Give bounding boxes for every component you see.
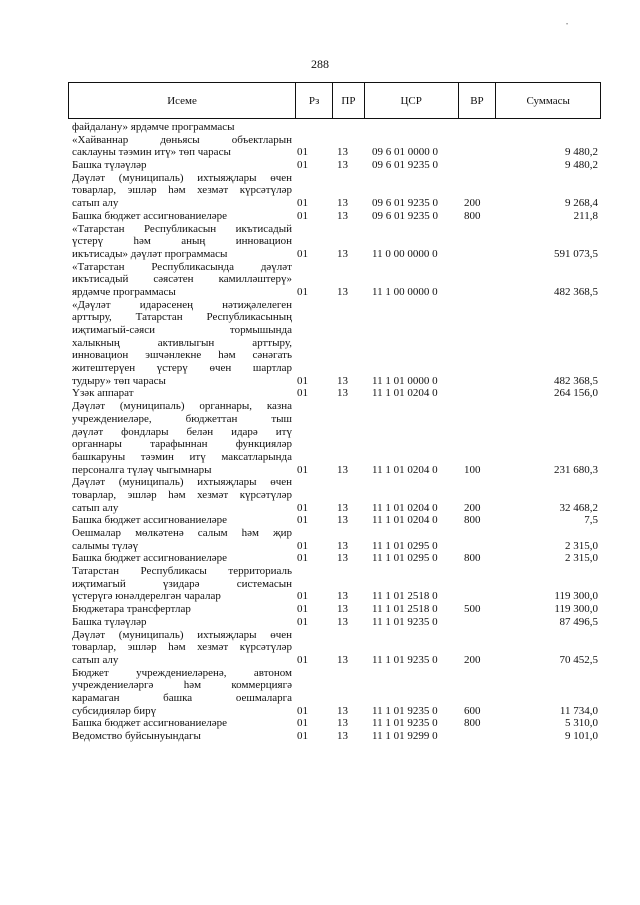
row-sum: 482 368,5 [554, 374, 598, 387]
row-pr: 13 [337, 539, 348, 552]
row-name-line: субсидияләр бирү [72, 704, 157, 717]
row-name-line: «Татарстан Республикасында дәүләт [72, 260, 292, 273]
column-header-rz: Рз [296, 83, 333, 118]
row-sum: 2 315,0 [565, 539, 598, 552]
row-csr: 11 1 01 9299 0 [372, 730, 438, 742]
row-sum: 591 073,5 [554, 247, 598, 260]
row-csr: 11 1 01 9235 0 [372, 615, 438, 628]
row-sum: 9 101,0 [565, 730, 598, 742]
row-pr: 13 [337, 209, 348, 222]
row-csr: 11 1 01 0295 0 [372, 539, 438, 552]
table-row [72, 159, 598, 172]
column-header-name: Исеме [69, 83, 296, 118]
row-name-line: товарлар, эшләр һәм хезмәт күрсәтүләр [72, 488, 292, 501]
row-sum: 9 268,4 [565, 197, 598, 210]
row-sum: 119 300,0 [554, 590, 598, 603]
row-csr: 11 1 01 0000 0 [372, 374, 438, 387]
row-name-line: Бюджетара трансфертлар [72, 603, 191, 616]
row-sum: 9 480,2 [565, 159, 598, 172]
table-row [72, 730, 598, 743]
table-row [72, 121, 598, 134]
row-sum: 9 480,2 [565, 146, 598, 159]
row-name [72, 603, 292, 616]
row-pr: 13 [337, 197, 348, 210]
row-name-line: икътисады» дәүләт программасы [72, 247, 228, 260]
row-pr: 13 [337, 159, 348, 172]
row-pr: 13 [337, 615, 348, 628]
table-row [72, 616, 598, 629]
row-name-line: арттыру, Татарстан Республикасының [72, 311, 292, 324]
row-name-line: иҗтимагый-сәяси тормышында [72, 324, 292, 336]
row-name-line: учреждениеләргә һәм коммерциягә [72, 679, 292, 692]
row-rz: 01 [297, 374, 308, 387]
row-sum: 264 156,0 [554, 387, 598, 400]
row-rz: 01 [297, 615, 308, 628]
row-name-line: инновацион эшчәнлекне һәм сәнәгать [72, 349, 292, 362]
table-body [72, 121, 598, 743]
row-sum: 482 368,5 [554, 285, 598, 298]
row-csr: 09 6 01 9235 0 [372, 159, 438, 172]
table-row [72, 172, 598, 210]
row-name [72, 616, 292, 629]
row-csr: 09 6 01 9235 0 [372, 197, 438, 210]
table-row [72, 387, 598, 400]
row-name-line: «Татарстан Республикасын икътисадый [72, 222, 292, 235]
table-row [72, 223, 598, 261]
row-csr: 11 1 01 9235 0 [372, 653, 438, 666]
row-sum: 70 452,5 [559, 653, 598, 666]
row-csr: 11 1 01 2518 0 [372, 590, 438, 603]
row-pr: 13 [337, 374, 348, 387]
row-sum: 7,5 [584, 514, 598, 527]
column-header-vr: ВР [459, 83, 497, 118]
row-rz: 01 [297, 387, 308, 400]
row-rz: 01 [297, 539, 308, 552]
row-csr: 11 1 01 9235 0 [372, 704, 438, 717]
row-name-line: Бюджет учреждениеләренә, автоном [72, 666, 292, 679]
row-name [72, 730, 292, 743]
row-sum: 11 734,0 [559, 704, 598, 717]
table-row [72, 261, 598, 299]
column-header-csr: ЦСР [365, 83, 459, 118]
row-name [72, 514, 292, 527]
row-sum: 32 468,2 [559, 501, 598, 514]
row-rz: 01 [297, 247, 308, 260]
column-header-pr: ПР [333, 83, 365, 118]
row-name [72, 527, 292, 552]
row-rz: 01 [297, 717, 308, 730]
row-name-line: Башка түләүләр [72, 615, 147, 628]
row-pr: 13 [337, 717, 348, 730]
row-name-line: иҗтимагый үзидарә системасын [72, 577, 292, 590]
row-csr: 11 1 01 0204 0 [372, 463, 438, 476]
row-pr: 13 [337, 463, 348, 476]
table-header [68, 82, 601, 119]
row-name-line: «Хайваннар дөньясы объектларын [72, 133, 292, 146]
row-name-line: карамаган башка оешмаларга [72, 691, 292, 704]
row-rz: 01 [297, 146, 308, 159]
row-name [72, 476, 292, 514]
row-rz: 01 [297, 159, 308, 172]
table-row [72, 629, 598, 667]
row-rz: 01 [297, 552, 308, 565]
table-row [72, 565, 598, 603]
row-rz: 01 [297, 514, 308, 527]
row-pr: 13 [337, 146, 348, 159]
row-name-line: Оешмалар мөлкәтенә салым һәм җир [72, 527, 292, 539]
corner-mark: • [566, 22, 569, 28]
table-row [72, 603, 598, 616]
row-vr: 100 [464, 463, 481, 476]
row-name-line: үстерүгә юнәлдерелгән чаралар [72, 590, 221, 603]
row-csr: 09 6 01 0000 0 [372, 146, 438, 159]
row-vr: 500 [464, 603, 481, 616]
row-name [72, 121, 292, 134]
row-name [72, 629, 292, 667]
row-csr: 11 1 01 9235 0 [372, 717, 438, 730]
table-row [72, 400, 598, 476]
table-row [72, 667, 598, 718]
row-name-line: товарлар, эшләр һәм хезмәт күрсәтүләр [72, 641, 292, 654]
row-name-line: башкаруны тәэмин итү максатларында [72, 450, 292, 463]
table-row [72, 210, 598, 223]
row-pr: 13 [337, 730, 348, 742]
row-pr: 13 [337, 501, 348, 514]
page-number: 288 [311, 57, 329, 71]
row-name [72, 134, 292, 159]
row-name-line: үстерү һәм аның инновацион [72, 235, 292, 248]
row-sum: 2 315,0 [565, 552, 598, 565]
row-name-line: Дәүләт (муниципаль) ихтыяҗлары өчен [72, 171, 292, 184]
row-pr: 13 [337, 514, 348, 527]
row-csr: 11 1 01 0295 0 [372, 552, 438, 565]
row-pr: 13 [337, 552, 348, 565]
row-csr: 11 0 00 0000 0 [372, 247, 438, 260]
row-name-line: житештерүен үстерү өчен шартлар [72, 362, 292, 375]
row-rz: 01 [297, 704, 308, 717]
row-name-line: товарлар, эшләр һәм хезмәт күрсәтүләр [72, 184, 292, 197]
row-csr: 11 1 01 0204 0 [372, 514, 438, 527]
row-name [72, 210, 292, 223]
row-name-line: Татарстан Республикасы территориаль [72, 565, 292, 578]
row-vr: 800 [464, 552, 481, 565]
row-rz: 01 [297, 590, 308, 603]
row-name-line: сатып алу [72, 501, 119, 514]
row-vr: 200 [464, 501, 481, 514]
row-name-line: дәүләт фондлары белән идарә итү [72, 425, 292, 438]
row-name [72, 387, 292, 400]
row-vr: 800 [464, 514, 481, 527]
row-name [72, 717, 292, 730]
row-sum: 211,8 [573, 209, 598, 222]
row-vr: 600 [464, 704, 481, 717]
row-name-line: ярдәмче программасы [72, 285, 176, 298]
row-vr: 200 [464, 653, 481, 666]
row-name [72, 400, 292, 476]
table-row [72, 299, 598, 388]
row-pr: 13 [337, 704, 348, 717]
row-name-line: Башка бюджет ассигнованиеләре [72, 514, 227, 527]
table-row [72, 527, 598, 552]
row-name-line: салымы түләү [72, 539, 139, 552]
row-name-line: Үзәк аппарат [72, 387, 134, 400]
row-name [72, 261, 292, 299]
row-name [72, 667, 292, 718]
row-csr: 11 1 00 0000 0 [372, 285, 438, 298]
row-name [72, 565, 292, 603]
row-pr: 13 [337, 653, 348, 666]
row-rz: 01 [297, 730, 308, 742]
row-pr: 13 [337, 590, 348, 603]
row-pr: 13 [337, 285, 348, 298]
table-row [72, 134, 598, 159]
row-name-line: Дәүләт (муниципаль) ихтыяҗлары өчен [72, 628, 292, 641]
row-name-line: икътисадый сәясәтен камилләштерү» [72, 273, 292, 286]
row-csr: 11 1 01 2518 0 [372, 603, 438, 616]
row-csr: 09 6 01 9235 0 [372, 209, 438, 222]
row-name-line: учреждениеләре, бюджеттан тыш [72, 412, 292, 425]
row-pr: 13 [337, 603, 348, 616]
row-name-line: Башка бюджет ассигнованиеләре [72, 552, 227, 565]
row-rz: 01 [297, 209, 308, 222]
row-name-line: халыкның активлыгын арттыру, [72, 336, 292, 349]
row-name-line: персоналга түләү чыгымнары [72, 463, 212, 476]
row-sum: 231 680,3 [554, 463, 598, 476]
table-row [72, 552, 598, 565]
row-pr: 13 [337, 387, 348, 400]
row-vr: 800 [464, 717, 481, 730]
row-name [72, 223, 292, 261]
row-rz: 01 [297, 653, 308, 666]
row-rz: 01 [297, 501, 308, 514]
row-name-line: Дәүләт (муниципаль) ихтыяҗлары өчен [72, 476, 292, 489]
row-name-line: файдалану» ярдәмче программасы [72, 121, 235, 133]
row-csr: 11 1 01 0204 0 [372, 387, 438, 400]
row-name [72, 159, 292, 172]
row-name-line: «Дәүләт идарәсенең нәтиҗәлелеген [72, 298, 292, 311]
row-vr: 800 [464, 209, 481, 222]
row-sum: 5 310,0 [565, 717, 598, 730]
row-name-line: сатып алу [72, 197, 119, 210]
row-rz: 01 [297, 603, 308, 616]
row-name-line: саклауны тәэмин итү» төп чарасы [72, 146, 231, 159]
row-name [72, 552, 292, 565]
row-rz: 01 [297, 197, 308, 210]
row-name-line: сатып алу [72, 653, 119, 666]
row-pr: 13 [337, 247, 348, 260]
row-name-line: Башка бюджет ассигнованиеләре [72, 717, 227, 730]
row-name [72, 299, 292, 388]
row-sum: 87 496,5 [559, 615, 598, 628]
row-name-line: тудыру» төп чарасы [72, 374, 166, 387]
row-name [72, 172, 292, 210]
column-header-sum: Суммасы [526, 94, 570, 107]
table-row [72, 476, 598, 514]
table-row [72, 717, 598, 730]
table-row [72, 514, 598, 527]
row-name-line: Башка бюджет ассигнованиеләре [72, 209, 227, 222]
row-rz: 01 [297, 463, 308, 476]
row-name-line: Башка түләүләр [72, 159, 147, 172]
row-name-line: Ведомство буйсынуындагы [72, 730, 201, 742]
row-rz: 01 [297, 285, 308, 298]
row-name-line: Дәүләт (муниципаль) органнары, казна [72, 400, 292, 413]
row-vr: 200 [464, 197, 481, 210]
row-sum: 119 300,0 [554, 603, 598, 616]
row-name-line: органнары тарафыннан функцияләр [72, 438, 292, 451]
row-csr: 11 1 01 0204 0 [372, 501, 438, 514]
